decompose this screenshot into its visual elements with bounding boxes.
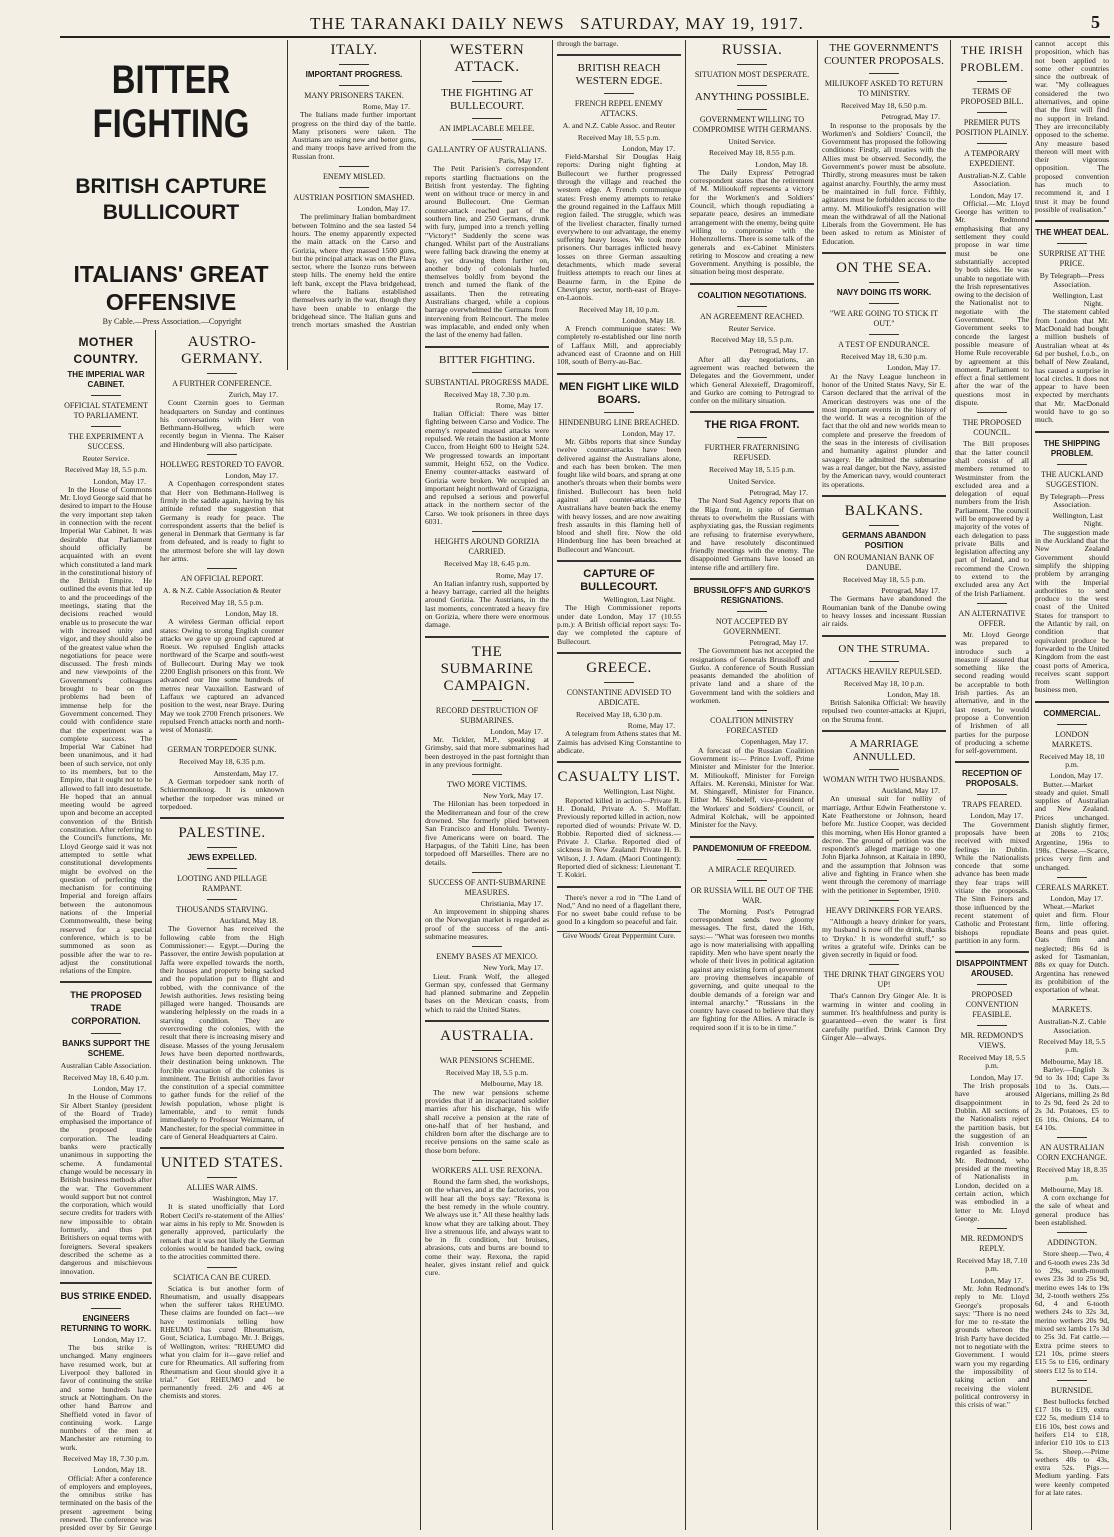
article-body: cannot accept this proposition, which has not been applied to some other countries since the outbreak of war. "My colleagues considered the two alternatives, and opine that the first will find no support in Ireland. They are irreconcilably opposed to the scheme. Any measure based thereon will meet with their vigorous opposition. The proposed convention has much to recommend it, and I trust it may be found possible of realisation." [1035,40,1109,214]
article-body: An improvement in shipping shares on the Norwegian market is regarded as proof of the success of the anti-submarine measures. [425,907,549,941]
article-subhead: A FURTHER CONFERENCE. [172,379,272,388]
article-body: A wireless German official report states: Owing to strong English counter attacks we gave up ground captured at Roeux. We repulsed English attacks northward of the Scarpe and south-west of Bullecourt. During May we took 2200 English prisoners on this front. We advanced our line some hundreds of metres near Vauxaillon. Eastward of Laffaux we captured an advanced position to the west, near Braye. During May we took 2700 French prisoners. We repulsed French attacks north and north-west of Monastir. [160,617,284,735]
article-head: AUSTRALIA. [440,1028,534,1045]
article-body: An unusual suit for nullity of marriage, Arthur Edwin Featherstone v. Kate Featherstone or Johnson, heard before Mr. Justice Cooper, was decided this morning, when His Honor granted a decree. The ground of petition was the respondent's alleged marriage to one John Bjarka Johnson, at Kaitaia in 1890, and the assumption that Johnson was alive and fighting in France when she went through the ceremony of marriage with the petitioner in September, 1910. [822,794,946,895]
article-subhead: OR RUSSIA WILL BE OUT OF THE WAR. [690,885,814,905]
article-body: The Governor has received the following cable from the High Commissioner:— Egypt.—During the Passover, the entire Jewish population at Jaffa were expelled towards the north, their houses and property being sacked and the population put to flight and robbed, with the connivance of the Jewish authorities. Jews resisting being pillaged were hanged. Thousands are wandering helplessly on the roads in a starving condition. They are overcrowding the colonies, with the result that there is increasing misery and disease. Masses of the young Jerusalem Jews have been deported northwards, their destination being unknown. The forcible evacuation of the colonies is imminent. The British authorities favor the constitution of a special committee to gather funds for the relief of the Jewish population, whose plight is lamentable, and to remit funds immediately to Professor Weizmann, of Manchester, for the special committee in care of General Headquarters at Cairo. [160,924,284,1141]
article-subhead: TERMS OF PROPOSED BILL. [960,87,1024,106]
article-body: The statement cabled from London that Mr. MacDonald had bought a million bushels of Australian wheat at 4s 6d per bushel, f.o.b., on behalf of New Zealand, has caused a surprise in local circles. It does not appear to have been expected by merchants that Mr. MacDonald would have to go so much. [1035,307,1109,425]
article-subhead: JEWS EXPELLED. [187,853,257,863]
page-number: 5 [1091,12,1100,32]
masthead [60,14,1110,38]
article-head: RECEPTION OF PROPOSALS. [961,769,1022,789]
article-head: RUSSIA. [721,42,783,58]
article-subhead: RECORD DESTRUCTION OF SUBMARINES. [435,705,539,725]
column-rule [817,40,818,1530]
article-subhead: AN IMPLACABLE MELEE. [439,124,535,133]
article-body: Reported killed in action—Private R. H. Donald, Private A. S. Moffatt. Previously reported killed in action, now reported died of wounds: Private W. D. Robbie. Reported died of sickness.—Private J. Clarke. Reported died of sickness in New Zealand: Private H. B. Wilson, J. J. Adam. (Maori Contingent): Reported died of sickness: Lieutenant T. T. Kokiri. [557,795,681,880]
article-body: The Hilonian has been torpedoed in the Mediterranean and four of the crew drowned. She formerly plied between San Francisco and Honolulu. Twenty-five Americans were on board. The Harpagus, of the Tahiti Line, has been torpedoed off Marseilles. There are no details. [425,799,549,867]
article-subhead: ENGINEERS RETURNING TO WORK. [60,1313,152,1333]
article-head: DISAPPOINTMENT AROUSED. [956,959,1028,979]
article-subhead: NAVY DOING ITS WORK. [836,288,932,298]
article-subhead: CONSTANTINE ADVISED TO ABDICATE. [566,687,672,707]
article-subhead: HOLLWEG RESTORED TO FAVOR. [160,460,284,470]
article-body: A telegram from Athens states that M. Zaimis has advised King Constantine to abdicate. [557,729,681,756]
article-body: British Salonika Official: We heavily repulsed two counter-attacks at Kjupri, on the Struma front. [822,698,946,724]
article-body: In response to the proposals by the Workmen's and Soldiers' Council, the Government has proposed the following conditions: Firstly, all treaties with the Allies must be observed. Secondly, the Government's power must be absolute. Thirdly, strong measures must be taken against anarchy. Fourthly, the army must be maintained in full force. Fifthly, agitators must be forbidden access to the army. M. Milioukoff's resignation will mean the withdrawal of all the National Liberals from the Government. He has been asked to return as Minister of Education. [822,120,946,246]
article-body: The bus strike is unchanged. Many engineers have resumed work, but at Liverpool they balloted in favor of continuing the strike and some hundreds have struck at Nottingham. On the other hand Barrow and Sheffield voted in favor of continuing work. Large numbers of the men at Manchester are returning to work. [60,1343,152,1452]
article-subhead: LONDON MARKETS. [1051,729,1093,749]
article-head: CASUALTY LIST. [557,769,681,786]
article-body: Barley.—English 3s 9d to 3s 10d; Cape 3s 10d to 3s. Oats.—Algerians, milling 2s 8d to 2s 9d, feed 2s 2d to 2s 3d. Potatoes, £5 to £6 10s. Onions, £4 to £4 10s. [1035,1064,1109,1132]
column-2-top: ITALY. IMPORTANT PROGRESS. MANY PRISONERS TAKEN. Rome, May 17. The Italians made further important progress on the third day of the battle. Many prisoners were taken. The Austrians are using new and better guns, and many troops have arrived from the Russian front. ENEMY MISLED. AUSTRIAN POSITION SMASHED. London, May 17. The preliminary Italian bombardment between Tolmino and the sea lasted 54 hours. The enemy apparently expected the main attack on the Carso and Gorizia, where they massed 1500 guns, but the principal attack was on the Plava sector, where the Isonzo runs between steep hills. The enemy held the entire left bank, except the Plava bridgehead, where the Italians established themselves early in the war, though they have been unable to enlarge the bridgehead since. The Italian guns and trench mortars smashed the Austrian [292,40,416,330]
article-subhead: MARKETS. [1051,1005,1093,1015]
lead-credit: By Cable.—Press Association.—Copyright [102,318,242,326]
column-7: THE IRISH PROBLEM. TERMS OF PROPOSED BILL. PREMIER PUTS POSITION PLAINLY. A TEMPORARY EXPEDIENT. Australian-N.Z. Cable Association. London, May 17. Official.—Mr. Lloyd George has written to Mr. Redmond emphasising that any settlement they could propose in war time must be one substantially accepted by both sides. He was unable to negotiate with the Irish representatives owing to the decision of the Nationalist not to negotiate with the Government. The Government seeks to concede the largest possible measure of Home Rule recoverable by agreement at this moment. Parliament to effect a final settlement after the war of the questions most in dispute. THE PROPOSED COUNCIL. The Bill proposes that the latter council shall consist of all members returned to Westminster from the excluded area and a delegation of equal numbers from the Irish Parliament. The council will be empowered by a majority of the votes of each delegation to pass private Bills and legislation affecting any part of Ireland, and to recommend the Crown to extend to the excluded area any Act of the Irish Parliament. AN ALTERNATIVE OFFER. Mr. Lloyd George was prepared to introduce such a measure if assured that something like the second reading would be acceptable to both Irish parties. As an alternative, and in the last resort, he would propose a Convention of Irishmen of all parties for the purpose of producing a scheme for self-government. RECEPTION OF PROPOSALS. TRAPS FEARED. London, May 17. The Government proposals have been received with mixed feelings in Dublin. While the Nationalists concede that some advance has been made they fear traps will vitiate the proposals. The Sinn Feiners and those influenced by the recent statement of Catholic and Protestant bishops repudiate partition in any form. DISAPPOINTMENT AROUSED. PROPOSED CONVENTION FEASIBLE. MR. REDMOND'S VIEWS. Received May 18, 5.5 p.m. London, May 17. The Irish proposals have aroused disappointment in Dublin. All sections of the Nationalists reject the partition basis, but the suggestion of an Irish convention is regarded as feasible. Mr. Redmond, who presided at the meeting of Nationalists in London, decided on a certain action, which was embodied in a letter to Mr. Lloyd George. MR. REDMOND'S REPLY. Received May 18, 7.10 p.m. London, May 17. Mr. John Redmond's reply to Mr. Lloyd George's proposals says: "There is no need for me to re-state the grounds whereon the Irish Party have decided not to negotiate with the Government. I would warn you my regarding the impossibility of taking action and receiving the violent political controversy in this crisis of war." [955,43,1029,1410]
article-subhead: GALLANTRY OF AUSTRALIANS. [427,145,547,154]
article-head: BRUSSILOFF'S AND GURKO'S RESIGNATIONS. [693,585,811,605]
article-head: THE IRISH PROBLEM. [960,43,1024,74]
ad-heading: THE DRINK THAT GINGERS YOU UP! [823,970,945,990]
article-subhead: HINDENBURG LINE BREACHED. [558,417,680,427]
ad-body: That's Cannon Dry Ginger Ale. It is warming in winter and cooling in summer. It's healthfulness and purity is guaranteed—even the water is first carefully purified. Drink Cannon Dry Ginger Ale—always. [822,991,946,1042]
column-2: AUSTRO-GERMANY. A FURTHER CONFERENCE. Zurich, May 17. Count Czernin goes to German headquarters on Sunday and continues his conversations with Herr von Bethmann-Hollweg, which were recently begun in Vienna. The Kaiser and Hindenburg will also participate. HOLLWEG RESTORED TO FAVOR. London, May 17. A Copenhagen correspondent states that Herr von Bethmann-Hollweg is firmly in the saddle again, having by his attitude refuted the suggestion that Germany is ready for peace. The correspondent asserts that the belief is general in Denmark that Germany is far from defeated, and is ready to fight to the uttermost before she will lay down her arms. AN OFFICIAL REPORT. A. & N.Z. Cable Association & Reuter Received May 18, 5.5 p.m. London, May 18. A wireless German official report states: Owing to strong English counter attacks we gave up ground captured at Roeux. We repulsed English attacks northward of the Scarpe and south-west of Bullecourt. During May we took 2200 English prisoners on this front. We advanced our line some hundreds of metres near Vauxaillon. Eastward of Laffaux we captured an advanced position to the west, near Braye. During May we took 2700 French prisoners. We repulsed French attacks north and north-west of Monastir. GERMAN TORPEDOER SUNK. Received May 18, 6.35 p.m. Amsterdam, May 17. A German torpedoer sank north of Schiermonnikoog. It is unknown whether the torpedoer was mined or torpedoed. PALESTINE. JEWS EXPELLED. LOOTING AND PILLAGE RAMPANT. THOUSANDS STARVING. Auckland, May 18. The Governor has received the following cable from the High Commissioner:— Egypt.—During the Passover, the entire Jewish population at Jaffa were expelled towards the north, their houses and property being sacked and the population put to flight and robbed, with the connivance of the Jewish authorities. Jews resisting being pillaged were hanged. Thousands are wandering helplessly on the roads in a starving condition. They are overcrowding the colonies, with the result that there is increasing misery and disease. Masses of the young Jerusalem Jews have been deported northwards, their destination being unknown. The forcible evacuation of the colonies is imminent. The British authorities favor the constitution of a special committee to gather funds for the relief of the Jewish population, whose plight is lamentable, and to remit funds immediately to Professor Weizmann, of Manchester, for the special committee in care of General Headquarters at Cairo. UNITED STATES. ALLIES WAR AIMS. Washington, May 17. It is stated unofficially that Lord Robert Cecil's re-statement of the Allies' war aims in his reply to Mr. Snowden is generally approved, particularly the remark that it was not likely the German colonies would be handed back, owing to the atrocities committed there. SCIATICA CAN BE CURED. Sciatica is but another form of Rheumatism, and usually disappears when the sufferer takes RHEUMO. These claims are founded on fact—we have testimonials telling how RHEUMO has cured Rheumatism, Gout, Sciatica, Lumbago. Mr. J. Briggs, of Wellington, writes: "RHEUMO did what you claim for it—gave relief and cure for Rheumatics. All suffering from Rheumatism and Gout should give it a trial." Get RHEUMO and be permanently freed. 2/6 and 4/6 at chemists and stores. [160,334,284,1401]
article-subhead: SUCCESS OF ANTI-SUBMARINE MEASURES. [428,877,546,897]
article-subhead: A MIRACLE REQUIRED. [708,864,796,874]
article-body: The Italians made further important progress on the third day of the battle. Many prisoners were taken. The Austrians are using new and better guns, and many troops have arrived from the Russian front. [292,110,416,161]
article-head: MOTHER COUNTRY. [73,335,139,366]
ad-body: There's never a rod in "The Land of Nod," And no need of a flagellant there, For no sweet babe could refuse to be good In a kingdom so peaceful and fair. [557,892,681,927]
article-body: Lieut. Frank Wolf, the alleged German spy, confessed that Germany had planned submarine and Zeppelin bases on the Mexican coasts, from which to raid the United States. [425,971,549,1014]
article-body: Store sheep.—Two, 4 and 6-tooth ewes 23s 3d to 29s, south-mouth ewes 23s 3d to 25s 9d, merino ewes 14s to 19s 3d, 2-tooth wethers 25s 6d, 4 and 6-tooth wethers 24s to 32s 3d, merino wethers 20s 9d, mixed sex lambs 17s 3d to 25s 3d. Fat cattle.—Extra prime steers to £21 10s, prime steers £15 5s to £16, ordinary steers £12 5s to £14. [1035,1249,1109,1375]
column-3: WESTERN ATTACK. THE FIGHTING AT BULLECOURT. AN IMPLACABLE MELEE. GALLANTRY OF AUSTRALIANS. Paris, May 17. The Petit Parisien's correspondent reports startling fluctuations on the British front yesterday. The fighting went on without truce or mercy in and around Bullecourt. One German counter-attack reached part of the southern line, and 250 Germans, drunk with fury, jumped into a trench yelling "Victory!" Suddenly the scene was changed. Whilst part of the Australians were falling back drawing the enemy at bay, yet drawing them further on, another body of colonials hurled themselves boldly from beyond the trench and turned the flank of the assailants. Then the retreating Australians charged, while a copious barrage overwhelmed the Germans from intervening from Reincourt. The melee was implacable, and ended only when the last of the enemy had fallen. BITTER FIGHTING. SUBSTANTIAL PROGRESS MADE. Received May 18, 7.30 p.m. Rome, May 17. Italian Official: There was bitter fighting between Carso and Vodice. The enemy's repeated massed attacks were repulsed. We retain the bastion at Monte Cucco, from Height 600 to Height 524. We progressed towards an important summit, Height 652, on the Vodice. Enemy counter-attacks eastward of Gorizia were broken. We occupied an important height northward of Grazigna, and repulsed a serious and powerful attack in the northern sector of the Carso. We took prisoners in three days 6031. HEIGHTS AROUND GORIZIA CARRIED. Received May 18, 6.45 p.m. Rome, May 17. An Italian infantry rush, supported by a heavy barrage, carried all the heights around Gorizia. The Austrians, in the last moments, concentrated a heavy fire on Gorizia, where there were enormous damage. THE SUBMARINE CAMPAIGN. RECORD DESTRUCTION OF SUBMARINES. London, May 17. Mr. Tickler, M.P., speaking at Grimsby, said that more submarines had been destroyed in the past fortnight than in any previous fortnight. TWO MORE VICTIMS. New York, May 17. The Hilonian has been torpedoed in the Mediterranean and four of the crew drowned. She formerly plied between San Francisco and Honolulu. Twenty-five Americans were on board. The Harpagus, of the Tahiti Line, has been torpedoed off Marseilles. There are no details. SUCCESS OF ANTI-SUBMARINE MEASURES. Christiania, May 17. An improvement in shipping shares on the Norwegian market is regarded as proof of the success of the anti-submarine measures. ENEMY BASES AT MEXICO. New York, May 17. Lieut. Frank Wolf, the alleged German spy, confessed that Germany had planned submarine and Zeppelin bases on the Mexican coasts, from which to raid the United States. AUSTRALIA. WAR PENSIONS SCHEME. Received May 18, 5.5 p.m. Melbourne, May 18. The new war pensions scheme provides that if an incapacitated soldier marries after his discharge, his wife shall receive a pension at the rate of one-half that of her husband, and children born after the discharge are to receive pensions on the same scale as those born before. WORKERS ALL USE REXONA. Round the farm shed, the workshops, on the wharves, and at the factories, you will hear all the boys say: "Rexona is the best remedy in the whole country. We always use it." All these healthy lads know what they are talking about. They live a strenuous life, and always want to be in fit condition, but bruises, abrasions, cuts and burns are bound to come their way. Rexona, the rapid healer, gives instant relief and quick cure. [425,42,549,1278]
article-subhead: AN AGREEMENT REACHED. [699,311,805,321]
article-body: The Government has not accepted the resignations of Generals Brussiloff and Gurko. A conference of South Russian peasants demanded the abolition of private land and a share of the Government land with the soldiers and workmen. [690,646,814,706]
article-body: In the House of Commons Sir Albert Stanley (president of the Board of Trade) emphasised the importance of the proposed trade corporation. The leading banks were practically unanimous in supporting the scheme. A fundamental change would be necessary in British business methods after the war. The Government would support but not control the corporation, which would secure credits for traders with new impossible to obtain formerly, and thus put Britishers on equal terms with foreigners. Several speakers described the scheme as a dangerous and mischievous innovation. [60,1092,152,1276]
article-subhead: ENEMY MISLED. [323,172,385,182]
column-rule [685,40,686,1530]
article-head: THE SHIPPING PROBLEM. [1043,438,1101,458]
article-body: The Germans have abandoned the Roumanian bank of the Danube owing to heavy losses and incessant Russian air raids. [822,594,946,629]
article-subhead: THE AUCKLAND SUGGESTION. [1041,469,1103,489]
article-subhead: MANY PRISONERS TAKEN. [304,91,404,100]
article-body: Mr. Tickler, M.P., speaking at Grimsby, said that more submarines had been destroyed in the past fortnight than in any previous fortnight. [425,734,549,769]
column-rule [1031,40,1032,1530]
article-head: WESTERN ATTACK. [449,42,525,75]
article-head: GREECE. [586,659,652,676]
article-body: Count Czernin goes to German headquarters on Sunday and continues his conversations with Herr von Bethmann-Hollweg, which were recently begun in Vienna. The Kaiser and Hindenburg will also participate. [160,398,284,449]
article-head: ON THE STRUMA. [838,642,930,655]
article-body: Mr. Gibbs reports that since Sunday twelve counter-attacks have been delivered against the Australians alone, and each has been broken. The men fought like wild boars, and sprang at one another's throats when their bombs were finished. Bullecourt has been held against all counter-attacks. The Australians have beaten back the enemy with heavy losses, and are now awaiting fresh assaults in this flaming hell of blood and shell fire. Now the old Hindenburg line has been breached at Bullecourt and Wancourt. [557,436,681,554]
article-body: After all day negotiations, an agreement was reached between the Delegates and the Government, under which General Alexeieff, Dragomiroff, and Gurko are coming to Petrograd to confer on the military situation. [690,354,814,406]
article-subhead: SUBSTANTIAL PROGRESS MADE. [425,377,549,387]
article-head: THE RIGA FRONT. [704,419,800,432]
article-head: BRITISH REACH WESTERN EDGE. [575,62,663,88]
column-rule [287,40,288,370]
article-subhead: AN AUSTRALIAN CORN EXCHANGE. [1036,1143,1108,1163]
column-rule [950,40,951,1530]
article-subhead: NOT ACCEPTED BY GOVERNMENT. [715,616,789,636]
column-rule [420,40,421,1530]
article-head: CAPTURE OF BULLECOURT. [580,568,658,594]
article-body: Field-Marshal Sir Douglas Haig reports: During night fighting at Bullecourt we further progressed through the village and reached the western edge. A French communique states: Fresh enemy attempts to retake the ground regained in the Laffaux Mill region failed. The struggle, which was of the liveliest character, finally turned everywhere to our advantage, the enemy suffering heavy losses. We took more prisoners. Our barrages inflicted heavy losses on three German assaulting detachments, which made several fruitless attempts to reach our lines at Beaurne farm, in the Epine de Chevrigny sector, north-east of Braye-en-Laonois. [557,152,681,303]
article-subhead: FRENCH REPEL ENEMY ATTACKS. [574,99,664,119]
article-subhead: ALLIES WAR AIMS. [186,1183,258,1193]
article-head: THE WHEAT DEAL. [1035,228,1109,238]
ad-body: "Although a heavy drinker for years, my husband is now off the drink, thanks to 'Dryko.' It is wonderful stuff," so writes a grateful wife. Drinks can be given secretly in liquid or food. [822,916,946,960]
article-subhead: HEIGHTS AROUND GORIZIA CARRIED. [434,537,540,557]
article-subhead: A TEMPORARY EXPEDIENT. [963,149,1021,168]
masthead-title: THE TARANAKI DAILY NEWS [310,14,565,33]
article-body: The Petit Parisien's correspondent reports startling fluctuations on the British front yesterday. The fighting went on without truce or mercy in and around Bullecourt. One German counter-attack reached part of the southern line, and 250 Germans, drunk with fury, jumped into a trench yelling "Victory!" Suddenly the scene was changed. Whilst part of the Australians were falling back drawing the enemy at bay, yet drawing them further on, another body of colonials hurled themselves boldly from beyond the trench and turned the flank of the assailants. Then the retreating Australians charged, while a copious barrage overwhelmed the Germans from intervening from Reincourt. The melee was implacable, and ended only when the last of the enemy had fallen. [425,164,549,340]
article-subhead: BURNSIDE. [1050,1385,1093,1395]
article-body: Wheat.—Market quiet and firm. Flour firm, little offering. Beans and peas quiet. Oats firm and neglected; 86s 6d is asked for Tasmanian, 88s ex quay for Dutch. Argentina has renewed its prohibition of the exportation of wheat. [1035,902,1109,995]
article-body: The High Commissioner reports under date London, May 17 (10.55 p.m.): A British official report says: To-day we completed the capture of Bullecourt. [557,603,681,646]
article-head: PALESTINE. [178,825,266,842]
column-rule [552,40,553,1530]
ad-footer: Give Woods' Great Peppermint Cure. [557,931,681,940]
article-body: The Bill proposes that the latter council shall consist of all members returned to Westminster from the excluded area and a delegation of equal numbers from the Irish Parliament. The council will be empowered by a majority of the votes of each delegation to pass private Bills and legislation affecting any part of Ireland, and to recommend the Crown to extend to the excluded area any Act of the Irish Parliament. [955,439,1029,598]
article-subhead: THE EXPERIMENT A SUCCESS. [68,432,144,451]
article-subhead: TWO MORE VICTIMS. [446,780,528,790]
article-subhead: GERMAN TORPEDOER SUNK. [167,745,277,755]
article-body: An Italian infantry rush, supported by a heavy barrage, carried all the heights around Gorizia. The Austrians, in the last moments, concentrated a heavy fire on Gorizia, where there were enormous damage. [425,578,549,630]
article-body: Italian Official: There was bitter fighting between Carso and Vodice. The enemy's repeated massed attacks were repulsed. We retain the bastion at Monte Cucco, from Height 600 to Height 524. We progressed towards an important summit, Height 652, on the Vodice. Enemy counter-attacks eastward of Gorizia were broken. We occupied an important height northward of Grazigna, and repulsed a serious and powerful attack in the northern sector of the Carso. We took prisoners in three days 6031. [425,409,549,526]
column-rule [155,330,156,1530]
article-body: In the House of Commons Mr. Lloyd George said that he desired to impart to the House the very important step taken in connection with the recent Imperial War Cabinet. It was desirable that Parliament should officially be acquainted with an event which constituted a land mark in the constitutional history of the British Empire. He outlined the events that led up to and the proceedings of the meetings, stating that the decisions reached would enable us to prosecute the war with increased unity and vigor, and they should also be of the greatest value when the negotiations for peace were discussed. The fresh minds and new viewpoints of the Government's colleagues brought to bear on the problems had been of immense help for the Government concerned. They could with confidence state that the experiment was a complete success. The Imperial War Cabinet had been unanimous, and it had been of such service, not only to its members, but to the Empire, that it ought not to be allowed to fall into desuetude. He hoped that an annual meeting would be agreed upon and become an accepted convention of the British constitution. After referring to the Council's functions, Mr. Lloyd George said it was not attempted to settle what constitutional developments might be evolved on the question of perfecting the mechanism for continuing Imperial and foreign affairs between the autonomous nations of the Imperial Commonwealth, these being reserved for a special conference, which is to be summoned as soon as possible after the war to re-adjust the constitutional relations of the Empire. [60,484,152,976]
article-subhead: AUSTRIAN POSITION SMASHED. [293,193,415,203]
ad-body: Round the farm shed, the workshops, on the wharves, and at the factories, you will hear all the boys say: "Rexona is the best remedy in the whole country. We always use it." All these healthy lads know what they are talking about. They live a strenuous life, and always want to be in fit condition, but bruises, abrasions, cuts and burns are bound to come their way. Rexona, the rapid healer, gives instant relief and quick cure. [425,1177,549,1278]
article-body: The Daily Express' Petrograd correspondent states that the retirement of M. Milioukoff represents a victory for the Workmen's and Soldiers' Council, which though repudiating a separate peace, desires an immediate arrangement with the enemy, being quite willing to compromise with the Hohenzollerns. There is some talk of the generals and ex-Cabinet Ministers retiring to Moscow and creating a new Government. Anything is possible, the situation being most desperate. [690,167,814,277]
article-body: Official: After a conference of employers and employees, the omnibus strike has terminated on the basis of the present agreement being renewed. The conference was presided over by Sir George [60,1473,152,1532]
ad-heading: HEAVY DRINKERS FOR YEARS. [825,905,943,915]
article-body: It is stated unofficially that Lord Robert Cecil's re-statement of the Allies' war aims in his reply to Mr. Snowden is generally approved, particularly the remark that it was not likely the German colonies would be handed back, owing to the atrocities committed there. [160,1202,284,1262]
column-4: through the barrage. BRITISH REACH WESTERN EDGE. FRENCH REPEL ENEMY ATTACKS. A. and N.Z. Cable Assoc. and Reuter Received May 18, 5.5 p.m. London, May 17. Field-Marshal Sir Douglas Haig reports: During night fighting at Bullecourt we further progressed through the village and reached the western edge. A French communique states: Fresh enemy attempts to retake the ground regained in the Laffaux Mill region failed. The struggle, which was of the liveliest character, finally turned everywhere to our advantage, the enemy suffering heavy losses. We took more prisoners. Our barrages inflicted heavy losses on three German assaulting detachments, which made several fruitless attempts to reach our lines at Beaurne farm, in the Epine de Chevrigny sector, north-east of Braye-en-Laonois. Received May 18, 10 p.m. London, May 18. A French communique states: We completely re-established our line north of Laffaux Mill, and appreciably advanced east of Craonne and on Hill 108, south of Berry-au-Bac. MEN FIGHT LIKE WILD BOARS. HINDENBURG LINE BREACHED. London, May 17. Mr. Gibbs reports that since Sunday twelve counter-attacks have been delivered against the Australians alone, and each has been broken. The men fought like wild boars, and sprang at one another's throats when their bombs were finished. Bullecourt has been held against all counter-attacks. The Australians have beaten back the enemy with heavy losses, and are now awaiting fresh assaults in this flaming hell of blood and shell fire. Now the old Hindenburg line has been breached at Bullecourt and Wancourt. CAPTURE OF BULLECOURT. Wellington, Last Night. The High Commissioner reports under date London, May 17 (10.55 p.m.): A British official report says: To-day we completed the capture of Bullecourt. GREECE. CONSTANTINE ADVISED TO ABDICATE. Received May 18, 6.30 p.m. Rome, May 17. A telegram from Athens states that M. Zaimis has advised King Constantine to abdicate. CASUALTY LIST. Wellington, Last Night. Reported killed in action—Private R. H. Donald, Private A. S. Moffatt. Previously reported killed in action, now reported died of wounds: Private W. D. Robbie. Reported died of sickness.—Private J. Clarke. Reported died of sickness in New Zealand: Private H. B. Wilson, J. J. Adam. (Maori Contingent): Reported died of sickness: Lieutenant T. T. Kokiri. There's never a rod in "The Land of Nod," And no need of a flagellant there, For no sweet babe could refuse to be good In a kingdom so peaceful and fair. Give Woods' Great Peppermint Cure. [557,40,681,940]
article-body: Best bullocks fetched £17 10s to £19, extra £22 5s, medium £14 to £16 10s, best cows and heifers £14 to £18, inferior £10 10s to £13 5s. Sheep.—Prime wethers 40s to 43s, extra 52s. Pigs.—Medium yarding. Fats were keenly competed for at late rates. [1035,1396,1109,1498]
article-head: ON THE SEA. [836,260,932,277]
article-subhead: THOUSANDS STARVING. [176,905,268,915]
article-body: The suggestion made in the Auckland that the New Zealand Government should simplify the shipping problem by arranging with the Imperial authorities to send produce to the west coast of the United States for transport to the Atlantic by rail, on condition that equivalent produce be forwarded to the United Kingdom from the east coast ports of America, receives scant support from Wellington business men. [1035,527,1109,695]
article-body: A forecast of the Russian Coalition Government is:— Prince Lvoff, Prime Minister and Minister for the Interior. M. Milioukoff, Minister for Foreign Affairs. M. Kerenski, Minister for War. M. Shingareff, Minister for Finance. Either M. Skobeleff, vice-president of the Workers' and Soldiers' Council, or Admiral Kolchak, will be appointed Minister for the Navy. [690,745,814,830]
article-body: The preliminary Italian bombardment between Tolmino and the sea lasted 54 hours. The enemy apparently expected the main attack on the Carso and Gorizia, where they massed 1500 guns, but the principal attack was on the Plava sector, where the Isonzo runs between steep hills. The enemy held the entire left bank, except the Plava bridgehead, where the Italians established themselves early in the war, though they have been unable to enlarge the bridgehead since. The Italian guns and trench mortars smashed the Austrian [292,212,416,330]
column-1: MOTHER COUNTRY. THE IMPERIAL WAR CABINET. OFFICIAL STATEMENT TO PARLIAMENT. THE EXPERIMENT A SUCCESS. Reuter Service. Received May 18, 5.5 p.m. London, May 17. In the House of Commons Mr. Lloyd George said that he desired to impart to the House the very important step taken in connection with the recent Imperial War Cabinet. It was desirable that Parliament should officially be acquainted with an event which constituted a land mark in the constitutional history of the British Empire. He outlined the events that led up to and the proceedings of the meetings, stating that the decisions reached would enable us to prosecute the war with increased unity and vigor, and they should also be of the greatest value when the negotiations for peace were discussed. The fresh minds and new viewpoints of the Government's colleagues brought to bear on the problems had been of immense help for the Government concerned. They could with confidence state that the experiment was a complete success. The Imperial War Cabinet had been unanimous, and it had been of such service, not only to its members, but to the Empire, that it ought not to be allowed to fall into desuetude. He hoped that an annual meeting would be agreed upon and become an accepted convention of the British constitution. After referring to the Council's functions, Mr. Lloyd George said it was not attempted to settle what constitutional developments might be evolved on the question of perfecting the mechanism for continuing Imperial and foreign affairs between the autonomous nations of the Imperial Commonwealth, these being reserved for a special conference, which is to be summoned as soon as possible after the war to re-adjust the constitutional relations of the Empire. THE PROPOSED TRADE CORPORATION. BANKS SUPPORT THE SCHEME. Australian Cable Association. Received May 18, 6.40 p.m. London, May 17. In the House of Commons Sir Albert Stanley (president of the Board of Trade) emphasised the importance of the proposed trade corporation. The leading banks were practically unanimous in supporting the scheme. A fundamental change would be necessary in British business methods after the war. The Government would support but not control the corporation, which would secure credits for traders with new impossible to obtain formerly, and thus put Britishers on equal terms with foreigners. Several speakers described the scheme as a dangerous and mischievous innovation. BUS STRIKE ENDED. ENGINEERS RETURNING TO WORK. London, May 17. The bus strike is unchanged. Many engineers have resumed work, but at Liverpool they balloted in favor of continuing the strike and some hundreds have struck at Nottingham. On the other hand Barrow and Sheffield voted in favor of continuing work. Large numbers of the men at Manchester are returning to work. Received May 18, 7.30 p.m. London, May 18. Official: After a conference of employers and employees, the omnibus strike has terminated on the basis of the present agreement being renewed. The conference was presided over by Sir George [60,332,152,1532]
article-body: Mr. Lloyd George was prepared to introduce such a measure if assured that something like the second reading would be acceptable to both Irish parties. As an alternative, and in the last resort, he would propose a Convention of Irishmen of all parties for the purpose of producing a scheme for self-government. [955,629,1029,756]
article-head: THE SUBMARINE CAMPAIGN. [440,643,534,694]
article-head: BITTER FIGHTING. [439,353,535,366]
article-head: BUS STRIKE ENDED. [60,1290,152,1301]
article-subhead: PROPOSED CONVENTION FEASIBLE. [965,990,1019,1020]
column-8: cannot accept this proposition, which has not been applied to some other countries since the outbreak of war. "My colleagues considered the two alternatives, and opine that the first will find no support in Ireland. They are irreconcilably opposed to the scheme. Any measure based thereon will meet with their vigorous opposition. The proposed convention has much to recommend it, and I trust it may be found possible of realisation." THE WHEAT DEAL. SURPRISE AT THE PRICE. By Telegraph—Press Association. Wellington, Last Night. The statement cabled from London that Mr. MacDonald had bought a million bushels of Australian wheat at 4s 6d per bushel, f.o.b., on behalf of New Zealand, has caused a surprise in local circles. It does not appear to have been expected by merchants that Mr. MacDonald would have to go so much. THE SHIPPING PROBLEM. THE AUCKLAND SUGGESTION. By Telegraph—Press Association. Wellington, Last Night. The suggestion made in the Auckland that the New Zealand Government should simplify the shipping problem by arranging with the Imperial authorities to send produce to the west coast of the United States for transport to the Atlantic by rail, on condition that equivalent produce be forwarded to the United Kingdom from the east coast ports of America, receives scant support from Wellington business men. COMMERCIAL. LONDON MARKETS. Received May 18, 10 p.m. London, May 17. Butter.—Market steady and quiet. Small supplies of Australian and New Zealand. Prices unchanged. Danish slightly firmer, at 208s to 210s; Argentine, 196s to 198s. Cheese.—Scarce, prices very firm and unchanged. CEREALS MARKET. London, May 17. Wheat.—Market quiet and firm. Flour firm, little offering. Beans and peas quiet. Oats firm and neglected; 86s 6d is asked for Tasmanian, 88s ex quay for Dutch. Argentina has renewed its prohibition of the exportation of wheat. MARKETS. Australian-N.Z. Cable Association. Received May 18, 5.5 p.m. Melbourne, May 18. Barley.—English 3s 9d to 3s 10d; Cape 3s 10d to 3s. Oats.—Algerians, milling 2s 8d to 2s 9d, feed 2s 2d to 2s 3d. Potatoes, £5 to £6 10s. Onions, £4 to £4 10s. AN AUSTRALIAN CORN EXCHANGE. Received May 18, 8.35 p.m. Melbourne, May 18. A corn exchange for the sale of wheat and general produce has been established. ADDINGTON. Store sheep.—Two, 4 and 6-tooth ewes 23s 3d to 29s, south-mouth ewes 23s 3d to 25s 9d, merino ewes 14s to 19s 3d, 2-tooth wethers 25s 6d, 4 and 6-tooth wethers 24s to 32s 3d, merino wethers 20s 9d, mixed sex lambs 17s 3d to 25s 3d. Fat cattle.—Extra prime steers to £21 10s, prime steers £15 5s to £16, ordinary steers £12 5s to £14. BURNSIDE. Best bullocks fetched £17 10s to £19, extra £22 5s, medium £14 to £16 10s, best cows and heifers £14 to £18, inferior £10 10s to £13 5s. Sheep.—Prime wethers 40s to 43s, extra 52s. Pigs.—Medium yarding. Fats were keenly competed for at late rates. [1035,40,1109,1498]
article-body: The Nord Sud Agency reports that on the Riga front, in spite of German threats to overwhelm the Russians with asphyxiating gas, the Russian regiments are refusing to fraternise everywhere, and have resolutely discontinued friendly meetings with the enemy. The disappointed Germans have loosed an intense rifle and artillery fire. [690,496,814,572]
article-subhead: LOOTING AND PILLAGE RAMPANT. [177,874,267,894]
article-subhead: AN ALTERNATIVE OFFER. [958,608,1026,628]
article-subhead: ANYTHING POSSIBLE. [694,91,810,103]
article-subhead: IMPORTANT PROGRESS. [305,70,403,79]
headline-bullicourt: BRITISH CAPTURE BULLICOURT [75,175,267,224]
article-head: A MARRIAGE ANNULLED. [849,738,919,764]
article-subhead: ADDINGTON. [1047,1238,1097,1248]
article-subhead: SURPRISE AT THE PRICE. [1039,249,1105,269]
article-subhead: GOVERNMENT WILLING TO COMPROMISE WITH GERMANS. [692,115,812,134]
article-body: Official.—Mr. Lloyd George has written to Mr. Redmond emphasising that any settlement they could propose in war time must be one substantially accepted by both sides. He was unable to negotiate with the Irish representatives owing to the decision of the Nationalist not to negotiate with the Government. The Government seeks to concede the largest possible measure of Home Rule recoverable by agreement at this moment. Parliament to effect a final settlement after the war of the questions most in dispute. [955,198,1029,408]
article-head: THE PROPOSED TRADE CORPORATION. [70,990,142,1027]
article-subhead: AN OFFICIAL REPORT. [180,574,264,584]
article-body: through the barrage. [557,40,619,48]
article-subhead: WAR PENSIONS SCHEME. [439,1056,535,1066]
article-body: The Morning Post's Petrograd correspondent sends two gloomy messages. The first, dated the 16th, says:— "What was foreseen two months ago is now materialising with appalling rapidity. Men who have spent nearly the whole of their lives in political agitation against any existing form of government are proving themselves incapable of governing, and quite unequal to the double demands of a foreign war and internal anarchy." "Russians in the country have ceased to believe that they are fighting for the Allies. A miracle is required soon if it is to be in time." [690,906,814,1032]
article-head: BALKANS. [844,502,924,519]
article-body: The Government proposals have been received with mixed feelings in Dublin. While the Nationalists concede that some advance has been made they fear traps will vitiate the proposals. The Sinn Feiners and those influenced by the recent statement of Catholic and Protestant bishops repudiate partition in any form. [955,819,1029,945]
article-body: Butter.—Market steady and quiet. Small supplies of Australian and New Zealand. Prices unchanged. Danish slightly firmer, at 208s to 210s; Argentine, 196s to 198s. Cheese.—Scarce, prices very firm and unchanged. [1035,779,1109,872]
article-body: A corn exchange for the sale of wheat and general produce has been established. [1035,1193,1109,1228]
ad-heading: SCIATICA CAN BE CURED. [173,1272,271,1282]
article-subhead: FURTHER FRATERNISING REFUSED. [704,443,800,463]
article-subhead: WOMAN WITH TWO HUSBANDS. [823,775,945,785]
article-body: A German torpedoer sank north of Schiermonnikoog. It is unknown whether the torpedoer was mined or torpedoed. [160,776,284,811]
article-subhead: GERMANS ABANDON POSITION [842,530,926,550]
article-head: MEN FIGHT LIKE WILD BOARS. [559,380,679,406]
article-subhead: OFFICIAL STATEMENT TO PARLIAMENT. [64,401,148,420]
article-subhead: CEREALS MARKET. [1035,882,1109,892]
article-subhead: SITUATION MOST DESPERATE. [694,70,810,79]
column-6: THE GOVERNMENT'S COUNTER PROPOSALS. MILIUKOFF ASKED TO RETURN TO MINISTRY. Received May 18, 6.50 p.m. Petrograd, May 17. In response to the proposals by the Workmen's and Soldiers' Council, the Government has proposed the following conditions: Firstly, all treaties with the Allies must be observed. Secondly, the Government's power must be absolute. Thirdly, strong measures must be taken against anarchy. Fourthly, the army must be maintained in full force. Fifthly, agitators must be forbidden access to the army. M. Milioukoff's resignation will mean the withdrawal of all the National Liberals from the Government. He has been asked to return as Minister of Education. ON THE SEA. NAVY DOING ITS WORK. "WE ARE GOING TO STICK IT OUT." A TEST OF ENDURANCE. Received May 18, 6.30 p.m. London, May 17. At the Navy League luncheon in honor of the United States Navy, Sir E. Carson declared that the arrival of the American destroyers was one of the most important events in the history of the world. It was a recognition of the fact that the old and new worlds mean to complete and preserve the freedom of the seas in the interests of civilisation and humanity against plunder and savagery. He admitted the submarine was a real danger, but the Navy, assisted by the American navy, would counteract its operations. BALKANS. GERMANS ABANDON POSITION ON ROUMANIAN BANK OF DANUBE. Received May 18, 5.5 p.m. Petrograd, May 17. The Germans have abandoned the Roumanian bank of the Danube owing to heavy losses and incessant Russian air raids. ON THE STRUMA. ATTACKS HEAVILY REPULSED. Received May 18, 10 p.m. London, May 18. British Salonika Official: We heavily repulsed two counter-attacks at Kjupri, on the Struma front. A MARRIAGE ANNULLED. WOMAN WITH TWO HUSBANDS. Auckland, May 17. An unusual suit for nullity of marriage, Arthur Edwin Featherstone v. Kate Featherstone or Johnson, heard before Mr. Justice Cooper, was decided this morning, when His Honor granted a decree. The ground of petition was the respondent's alleged marriage to one John Bjarka Johnson, at Kaitaia in 1890, and the assumption that Johnson was alive and fighting in France when she went through the ceremony of marriage with the petitioner in September, 1910. HEAVY DRINKERS FOR YEARS. "Although a heavy drinker for years, my husband is now off the drink, thanks to 'Dryko.' It is wonderful stuff," so writes a grateful wife. Drinks can be given secretly in liquid or food. THE DRINK THAT GINGERS YOU UP! That's Cannon Dry Ginger Ale. It is warming in winter and cooling in summer. It's healthfulness and purity is guaranteed—even the water is first carefully purified. Drink Cannon Dry Ginger Ale—always. [822,42,946,1042]
article-subhead: ATTACKS HEAVILY REPULSED. [826,666,942,676]
article-head: COALITION NEGOTIATIONS. [697,290,807,300]
article-subhead: ON ROUMANIAN BANK OF DANUBE. [833,552,935,572]
article-subhead: ENEMY BASES AT MEXICO. [436,952,538,962]
ad-body: Sciatica is but another form of Rheumatism, and usually disappears when the sufferer takes RHEUMO. These claims are founded on fact—we have testimonials telling how RHEUMO has cured Rheumatism, Gout, Sciatica, Lumbago. Mr. J. Briggs, of Wellington, writes: "RHEUMO did what you claim for it—gave relief and cure for Rheumatics. All suffering from Rheumatism and Gout should give it a trial." Get RHEUMO and be permanently freed. 2/6 and 4/6 at chemists and stores. [160,1283,284,1401]
article-subhead: THE FIGHTING AT BULLECOURT. [441,87,533,112]
article-subhead: PREMIER PUTS POSITION PLAINLY. [955,118,1029,137]
article-subhead: BANKS SUPPORT THE SCHEME. [62,1039,150,1059]
article-body: The new war pensions scheme provides that if an incapacitated soldier marries after his discharge, his wife shall receive a pension at the rate of one-half that of her husband, and children born after the discharge are to receive pensions on the same scale as those born before. [425,1087,549,1155]
article-subhead: COALITION MINISTRY FORECASTED [710,716,794,736]
column-5: RUSSIA. SITUATION MOST DESPERATE. ANYTHING POSSIBLE. GOVERNMENT WILLING TO COMPROMISE WITH GERMANS. United Service. Received May 18, 8.55 p.m. London, May 18. The Daily Express' Petrograd correspondent states that the retirement of M. Milioukoff represents a victory for the Workmen's and Soldiers' Council, which though repudiating a separate peace, desires an immediate arrangement with the enemy, being quite willing to compromise with the Hohenzollerns. There is some talk of the generals and ex-Cabinet Ministers retiring to Moscow and creating a new Government. Anything is possible, the situation being most desperate. COALITION NEGOTIATIONS. AN AGREEMENT REACHED. Reuter Service. Received May 18, 5.5 p.m. Petrograd, May 17. After all day negotiations, an agreement was reached between the Delegates and the Government, under which General Alexeieff, Dragomiroff, and Gurko are coming to Petrograd to confer on the military situation. THE RIGA FRONT. FURTHER FRATERNISING REFUSED. Received May 18, 5.15 p.m. United Service. Petrograd, May 17. The Nord Sud Agency reports that on the Riga front, in spite of German threats to overwhelm the Russians with asphyxiating gas, the Russian regiments are refusing to fraternise everywhere, and have resolutely discontinued friendly meetings with the enemy. The disappointed Germans have loosed an intense rifle and artillery fire. BRUSSILOFF'S AND GURKO'S RESIGNATIONS. NOT ACCEPTED BY GOVERNMENT. Petrograd, May 17. The Government has not accepted the resignations of Generals Brussiloff and Gurko. A conference of South Russian peasants demanded the abolition of private land and a share of the Government land with the soldiers and workmen. COALITION MINISTRY FORECASTED Copenhagen, May 17. A forecast of the Russian Coalition Government is:— Prince Lvoff, Prime Minister and Minister for the Interior. M. Milioukoff, Minister for Foreign Affairs. M. Kerenski, Minister for War. M. Shingareff, Minister for Finance. Either M. Skobeleff, vice-president of the Workers' and Soldiers' Council, or Admiral Kolchak, will be appointed Minister for the Navy. PANDEMONIUM OF FREEDOM. A MIRACLE REQUIRED. OR RUSSIA WILL BE OUT OF THE WAR. The Morning Post's Petrograd correspondent sends two gloomy messages. The first, dated the 16th, says:— "What was foreseen two months ago is now materialising with appalling rapidity. Men who have spent nearly the whole of their lives in political agitation against any existing form of government are proving themselves incapable of governing, and quite unequal to the double demands of a foreign war and internal anarchy." "Russians in the country have ceased to believe that they are fighting for the Allies. A miracle is required soon if it is to be in time." [690,42,814,1032]
headline-italians: ITALIANS' GREAT OFFENSIVE [73,261,269,315]
article-head: THE GOVERNMENT'S COUNTER PROPOSALS. [824,42,944,67]
article-subhead: MILIUKOFF ASKED TO RETURN TO MINISTRY. [824,79,944,98]
article-head: AUSTRO-GERMANY. [181,334,263,367]
article-body: A French communique states: We completely re-established our line north of Laffaux Mill, and appreciably advanced east of Craonne and on Hill 108, south of Berry-au-Bac. [557,324,681,367]
ad-heading: WORKERS ALL USE REXONA. [431,1166,543,1176]
masthead-date: SATURDAY, MAY 19, 1917. [580,14,804,33]
article-head: UNITED STATES. [160,1155,284,1172]
article-subhead: MR. REDMOND'S VIEWS. [960,1031,1024,1051]
headline-bitter-fighting: BITTER FIGHTING [92,58,250,146]
article-subhead: A TEST OF ENDURANCE. [838,340,930,350]
article-subhead: THE PROPOSED COUNCIL. [962,418,1022,438]
article-head: PANDEMONIUM OF FREEDOM. [692,843,812,853]
article-body: Mr. John Redmond's reply to Mr. Lloyd George's proposals says: "There is no need for me to re-state the grounds whereon the Irish Party have decided not to negotiate with the Government. I would warn you my regarding the impossibility of taking action and receiving the violent political controversy in this crisis of war." [955,1283,1029,1410]
article-subhead: TRAPS FEARED. [961,800,1022,810]
article-subhead: "WE ARE GOING TO STICK IT OUT." [829,309,939,329]
article-head: ITALY. [330,42,378,58]
article-subhead: THE IMPERIAL WAR CABINET. [67,370,145,389]
article-body: At the Navy League luncheon in honor of the United States Navy, Sir E. Carson declared that the arrival of the American destroyers was one of the most important events in the history of the world. It was a recognition of the fact that the old and new worlds mean to complete and preserve the freedom of the seas in the interests of civilisation and humanity against plunder and savagery. He admitted the submarine was a real danger, but the Navy, assisted by the American navy, would counteract its operations. [822,371,946,489]
lead-headlines [62,40,280,330]
article-body: The Irish proposals have aroused disappointment in Dublin. All sections of the Nationalists reject the partition basis, but the suggestion of an Irish convention is regarded as feasible. Mr. Redmond, who presided at the meeting of Nationalists in London, decided on a certain action, which was embodied in a letter to Mr. Lloyd George. [955,1081,1029,1223]
article-subhead: MR. REDMOND'S REPLY. [960,1234,1024,1254]
article-head: COMMERCIAL. [1043,708,1101,718]
article-body: A Copenhagen correspondent states that Herr von Bethmann-Hollweg is firmly in the saddle again, having by his attitude refuted the suggestion that Germany is ready for peace. The correspondent asserts that the belief is general in Denmark that Germany is far from defeated, and is ready to fight to the uttermost before she will lay down her arms. [160,479,284,564]
